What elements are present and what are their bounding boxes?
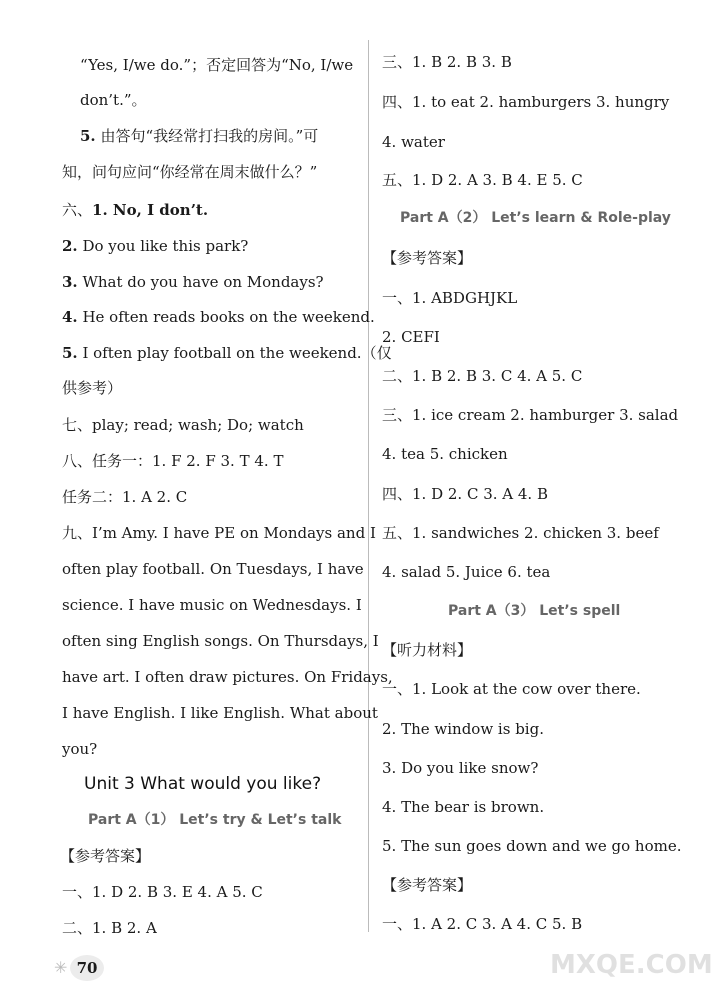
text-line: science. I have music on Wednesdays. I: [62, 596, 362, 614]
watermark-text: MXQE.COM: [550, 950, 713, 980]
listening-heading: 【听力材料】: [382, 641, 473, 659]
text-line: have art. I often draw pictures. On Fridays,: [62, 668, 393, 686]
section-seven: 七、play; read; wash; Do; watch: [62, 416, 304, 434]
text-line: 3. What do you have on Mondays?: [62, 273, 324, 291]
text-line: often sing English songs. On Thursdays, I: [62, 632, 379, 650]
answer-heading: 【参考答案】: [60, 847, 151, 865]
text-line: 一、1. ABDGHJKL: [382, 289, 518, 307]
text-line: 一、1. Look at the cow over there.: [382, 680, 641, 698]
text-line: 2. The window is big.: [382, 720, 544, 738]
unit-title: Unit 3 What would you like?: [84, 774, 322, 794]
answer-heading: 【参考答案】: [382, 876, 473, 894]
part-heading: Part A（2） Let’s learn & Role-play: [400, 210, 671, 226]
text-line: 四、1. to eat 2. hamburgers 3. hungry: [382, 93, 670, 111]
text-line: 知，问句应问“你经常在周末做什么？”: [62, 163, 318, 181]
page-number: 70: [70, 955, 104, 981]
text-line: 五、1. sandwiches 2. chicken 3. beef: [382, 524, 659, 542]
text-line: 四、1. D 2. C 3. A 4. B: [382, 485, 548, 503]
section-nine: 九、I’m Amy. I have PE on Mondays and I: [62, 524, 376, 542]
text-line: 供参考）: [62, 379, 123, 397]
text-line: 4. He often reads books on the weekend.: [62, 308, 375, 326]
text-line: 2. Do you like this park?: [62, 237, 249, 255]
text-line: don’t.”。: [80, 91, 147, 109]
text-line: 3. Do you like snow?: [382, 759, 539, 777]
text-line: 任务二：1. A 2. C: [62, 488, 188, 506]
text-line: 5. I often play football on the weekend.（仅: [62, 344, 392, 362]
answer-heading: 【参考答案】: [382, 249, 473, 267]
text-line: 二、1. B 2. A: [62, 919, 157, 937]
text-line: 二、1. B 2. B 3. C 4. A 5. C: [382, 367, 583, 385]
text-line: 一、1. D 2. B 3. E 4. A 5. C: [62, 883, 263, 901]
column-divider: [368, 40, 369, 932]
text-line: you?: [62, 740, 98, 758]
text-line: 4. The bear is brown.: [382, 798, 545, 816]
text-line: 一、1. A 2. C 3. A 4. C 5. B: [382, 915, 583, 933]
text-line: 4. tea 5. chicken: [382, 445, 508, 463]
text-line: 4. salad 5. Juice 6. tea: [382, 563, 551, 581]
text-line: 5. 由答句“我经常打扫我的房间。”可: [80, 127, 319, 145]
section-six: 六、1. No, I don’t.: [62, 201, 209, 219]
text-line: 5. The sun goes down and we go home.: [382, 837, 682, 855]
text-line: “Yes, I/we do.”；否定回答为“No, I/we: [80, 56, 354, 74]
text-line: I have English. I like English. What about: [62, 704, 378, 722]
section-eight: 八、任务一：1. F 2. F 3. T 4. T: [62, 452, 284, 470]
text-line: 五、1. D 2. A 3. B 4. E 5. C: [382, 171, 583, 189]
part-heading: Part A（1） Let’s try & Let’s talk: [88, 812, 342, 828]
star-icon: ✳: [54, 958, 68, 977]
text-line: 三、1. B 2. B 3. B: [382, 53, 512, 71]
text-line: 4. water: [382, 133, 445, 151]
text-line: 2. CEFI: [382, 328, 440, 346]
part-heading: Part A（3） Let’s spell: [448, 603, 621, 619]
text-line: 三、1. ice cream 2. hamburger 3. salad: [382, 406, 679, 424]
text-line: often play football. On Tuesdays, I have: [62, 560, 364, 578]
